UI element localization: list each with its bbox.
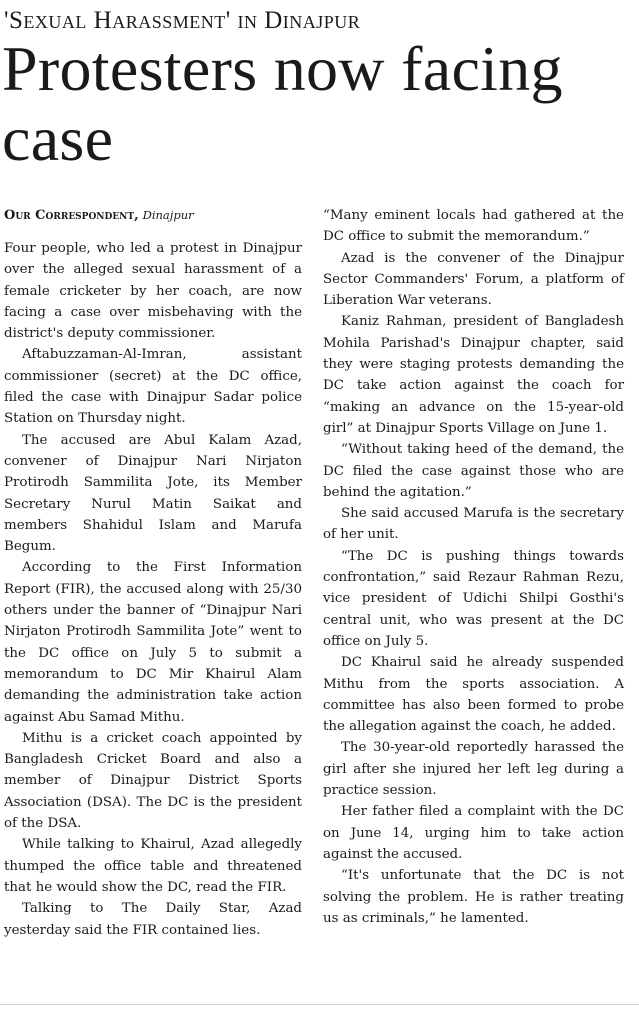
paragraph: “Many eminent locals had gathered at the DC office to submit the memorandum.” xyxy=(323,208,624,245)
paragraph: Talking to The Daily Star, Azad yesterday said the FIR contained lies. xyxy=(4,901,302,938)
kicker: 'Sexual Harassment' in Dinajpur xyxy=(4,7,361,34)
paragraph: According to the First Information Report (FIR), the accused along with 25/30 others under the banner of “Dinajpur Nari Nirjaton Protirodh Sammilita Jote” went to the DC office on July 5 to submit a memorandum to DC Mir Khairul Alam demanding the administration take action against Abu Samad Mithu. xyxy=(4,560,302,725)
paragraph: Kaniz Rahman, president of Bangladesh Mohila Parishad's Dinajpur chapter, said they were staging protests demanding the DC take action against the coach for “making an advance on the 15-year-old girl” at Dinajpur Sports Village on June 1. xyxy=(323,314,624,436)
byline xyxy=(4,207,314,224)
paragraph: DC Khairul said he already suspended Mithu from the sports association. A committee has also been formed to probe the allegation against the coach, he added. xyxy=(323,655,624,735)
paragraph: Her father filed a complaint with the DC on June 14, urging him to take action against the accused. xyxy=(323,804,624,862)
paragraph: The accused are Abul Kalam Azad, convener of Dinajpur Nari Nirjaton Protirodh Sammilita Jote, its Member Secretary Nurul Matin Saikat and members Shahidul Islam and Marufa Begum. xyxy=(4,432,302,555)
article-column-left xyxy=(4,238,302,941)
paragraph: Aftabuzzaman-Al-Imran, assistant commissioner (secret) at the DC office, filed the case with Dinajpur Sadar police Station on Thursday night. xyxy=(4,347,302,427)
paragraph: She said accused Marufa is the secretary of her unit. xyxy=(323,506,624,543)
paragraph: “It's unfortunate that the DC is not solving the problem. He is rather treating us as criminals,” he lamented. xyxy=(323,868,624,926)
byline-place: Dinajpur xyxy=(142,208,194,222)
paragraph: “Without taking heed of the demand, the DC filed the case against those who are behind the agitation.” xyxy=(323,442,624,500)
paragraph: The 30-year-old reportedly harassed the girl after she injured her left leg during a practice session. xyxy=(323,740,624,799)
paragraph: “The DC is pushing things towards confrontation,” said Rezaur Rahman Rezu, vice president of Udichi Shilpi Gosthi's central unit, who was present at the DC office on July 5. xyxy=(323,548,624,649)
headline: Protesters now facing case xyxy=(2,33,563,174)
byline-name: Our Correspondent, xyxy=(4,208,139,223)
paragraph: Mithu is a cricket coach appointed by Bangladesh Cricket Board and also a member of Dinajpur District Sports Association (DSA). The DC is the president of the DSA. xyxy=(4,730,302,832)
bottom-rule xyxy=(0,1004,639,1005)
paragraph: Four people, who led a protest in Dinajpur over the alleged sexual harassment of a female cricketer by her coach, are now facing a case over misbehaving with the district's deputy commissioner. xyxy=(4,241,302,342)
paragraph: While talking to Khairul, Azad allegedly thumped the office table and threatened that he would show the DC, read the FIR. xyxy=(4,837,302,895)
article-column-right xyxy=(323,205,624,929)
paragraph: Azad is the convener of the Dinajpur Sector Commanders' Forum, a platform of Liberation War veterans. xyxy=(323,250,624,309)
